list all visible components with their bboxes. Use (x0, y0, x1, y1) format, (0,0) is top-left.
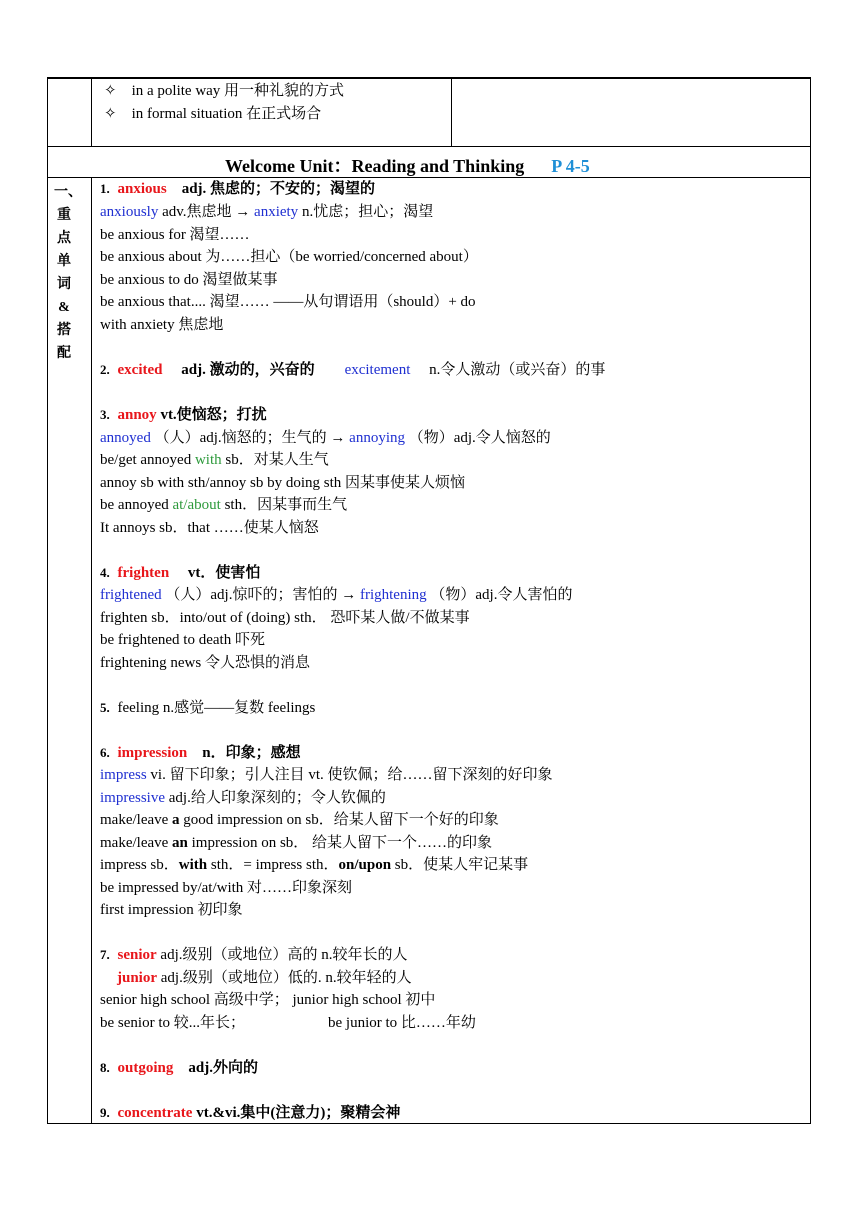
entry-number: 6. (100, 745, 110, 760)
preposition: at/about (172, 497, 221, 513)
entry-number: 3. (100, 407, 110, 422)
preposition: on/upon (338, 857, 392, 873)
entry-line (100, 811, 499, 829)
bullet-item (104, 82, 344, 100)
entry-line: senior high school 高级中学； junior high school 初中 (100, 992, 436, 1008)
line-text: make/leave (100, 835, 173, 851)
entry-line (100, 451, 329, 469)
line-text: be/get annoyed (100, 452, 195, 468)
bullet-item (104, 105, 321, 123)
entry-number: 9. (100, 1105, 110, 1120)
entry-line: frightening news 令人恐惧的消息 (100, 655, 310, 671)
entry-line (100, 789, 386, 807)
entry-definition: adj.级别（或地位）低的. n.较年轻的人 (157, 970, 412, 986)
table-bottom-border (47, 1123, 811, 1124)
table-top-border (47, 77, 811, 79)
entry-definition: vt.使恼怒；打扰 (160, 407, 267, 423)
entry-heading (100, 1104, 400, 1122)
entry-line: annoy sb with sth/annoy sb by doing sth 因某事使某人烦恼 (100, 475, 466, 491)
entry-definition: adj.级别（或地位）高的 n.较年长的人 (156, 947, 408, 963)
bullet-text: in a polite way 用一种礼貌的方式 (131, 83, 345, 99)
side-label-char: 重 (57, 208, 71, 223)
related-word: impressive (100, 790, 165, 806)
line-text: be senior to 较...年长； (100, 1015, 245, 1031)
page-reference: P 4-5 (551, 156, 590, 176)
entry-heading (100, 1059, 258, 1077)
entry-line (100, 1014, 245, 1032)
entry-definition: feeling n.感觉——复数 feelings (117, 700, 316, 716)
line-text: （人）adj.恼怒的；生气的 → (150, 430, 350, 446)
line-text: sb．使某人牢记某事 (391, 857, 529, 873)
article: an (172, 835, 188, 851)
entry-definition: n．印象；感想 (202, 745, 301, 761)
entry-number: 2. (100, 362, 110, 377)
entry-word: excited (117, 362, 163, 378)
section-title-text: Welcome Unit：Reading and Thinking (225, 156, 525, 176)
line-text: （人）adj.惊吓的；害怕的 → (161, 587, 360, 603)
line-text: adv.焦虑地 → (158, 204, 255, 220)
entry-line (100, 429, 551, 447)
entry-number: 5. (100, 700, 110, 715)
line-text: impress sb． (100, 857, 179, 873)
line-text: make/leave (100, 812, 173, 828)
entry-line: be anxious to do 渴望做某事 (100, 272, 278, 288)
entry-line: with anxiety 焦虑地 (100, 317, 224, 333)
entry-line: It annoys sb．that ……使某人恼怒 (100, 520, 319, 536)
entry-word: outgoing (117, 1060, 174, 1076)
side-label-char: 配 (57, 346, 71, 361)
entry-word: impression (117, 745, 188, 761)
related-word: annoying (349, 430, 405, 446)
section-title (225, 152, 590, 178)
preposition: with (194, 452, 222, 468)
diamond-icon: ✧ (104, 106, 117, 122)
diamond-icon: ✧ (104, 83, 117, 99)
line-text: be junior to 比……年幼 (328, 1015, 476, 1031)
line-text: n.忧虑；担心；渴望 (298, 204, 434, 220)
related-word: anxiously (100, 204, 159, 220)
entry-heading (117, 969, 412, 987)
entry-line: be impressed by/at/with 对……印象深刻 (100, 880, 353, 896)
table-left-border (47, 77, 48, 1124)
entry-heading (100, 361, 605, 379)
table-column-divider (451, 77, 452, 147)
entry-line (100, 834, 492, 852)
entry-definition: vt．使害怕 (187, 565, 261, 581)
entry-number: 7. (100, 947, 110, 962)
side-label-char: 搭 (57, 323, 71, 338)
line-text: good impression on sb．给某人留下一个好的印象 (179, 812, 499, 828)
entry-word: annoy (117, 407, 157, 423)
line-text: sth．= impress sth． (207, 857, 339, 873)
related-word: frightening (359, 587, 427, 603)
entry-definition: vt.&vi.集中(注意力)；聚精会神 (192, 1105, 401, 1121)
entry-definition: adj.外向的 (188, 1060, 258, 1076)
entry-line: first impression 初印象 (100, 902, 243, 918)
entry-word: anxious (117, 181, 167, 197)
line-text: be annoyed (100, 497, 173, 513)
entry-number: 1. (100, 181, 110, 196)
line-text: （物）adj.令人害怕的 (426, 587, 573, 603)
related-word: frightened (100, 587, 162, 603)
related-word: impress (100, 767, 147, 783)
line-text: n.令人激动（或兴奋）的事 (429, 362, 606, 378)
entry-heading (100, 699, 315, 717)
entry-heading (100, 180, 375, 198)
side-label-char: & (58, 300, 70, 315)
entry-line: be anxious about 为……担心（be worried/concerned about） (100, 249, 478, 265)
line-text: impression on sb． 给某人留下一个……的印象 (187, 835, 493, 851)
entry-line (100, 766, 553, 784)
side-label-char: 单 (57, 254, 71, 269)
table-right-border (810, 77, 811, 1124)
related-word: excitement (344, 362, 411, 378)
line-text: sth．因某事而生气 (220, 497, 348, 513)
entry-line (100, 203, 433, 221)
article: a (172, 812, 180, 828)
entry-line (100, 856, 528, 874)
table-column-divider (91, 77, 92, 147)
side-label-char: 词 (57, 277, 71, 292)
table-row-divider (47, 146, 811, 147)
preposition: with (178, 857, 208, 873)
entry-number: 8. (100, 1060, 110, 1075)
entry-line (100, 496, 347, 514)
bullet-text: in formal situation 在正式场合 (131, 106, 322, 122)
entry-heading (100, 406, 267, 424)
line-text: vi. 留下印象；引人注目 vt. 使钦佩；给……留下深刻的好印象 (146, 767, 553, 783)
entry-line: be frightened to death 吓死 (100, 632, 265, 648)
entry-word: concentrate (117, 1105, 193, 1121)
entry-word: senior (117, 947, 157, 963)
related-word: annoyed (100, 430, 151, 446)
side-label-char: 点 (57, 231, 71, 246)
entry-word: frighten (117, 565, 170, 581)
table-column-divider (91, 177, 92, 1124)
side-label (54, 181, 82, 365)
entry-line (328, 1014, 476, 1032)
entry-line (100, 586, 572, 604)
entry-number: 4. (100, 565, 110, 580)
line-text: （物）adj.令人恼怒的 (404, 430, 551, 446)
entry-definition: adj. 激动的，兴奋的 (181, 362, 315, 378)
related-word: anxiety (254, 204, 299, 220)
entry-line: be anxious that.... 渴望…… ——从句谓语用（should）+ do (100, 294, 476, 310)
entry-definition: adj. 焦虑的；不安的；渴望的 (181, 181, 376, 197)
entry-word: junior (117, 970, 158, 986)
entry-heading (100, 946, 408, 964)
side-label-char: 一、 (54, 185, 82, 200)
entry-heading (100, 744, 301, 762)
entry-line: be anxious for 渴望…… (100, 227, 250, 243)
line-text: sb．对某人生气 (221, 452, 329, 468)
entry-heading (100, 564, 260, 582)
entry-line: frighten sb．into/out of (doing) sth． 恐吓某人做/不做某事 (100, 610, 470, 626)
line-text: adj.给人印象深刻的；令人钦佩的 (165, 790, 386, 806)
